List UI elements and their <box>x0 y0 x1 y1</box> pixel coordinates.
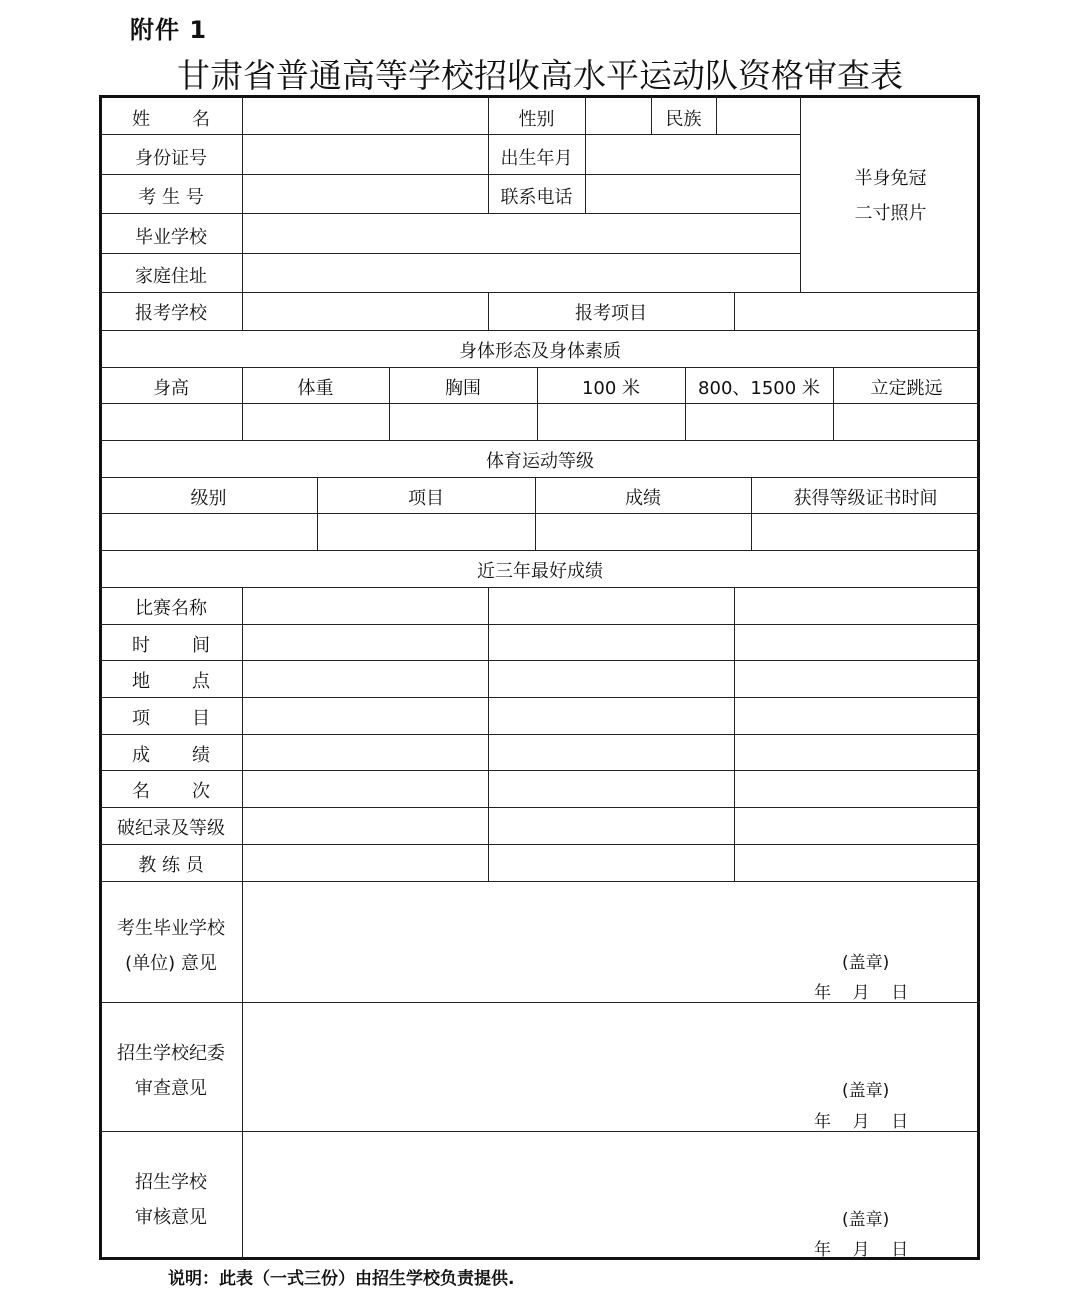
ranking-field[interactable] <box>489 771 734 807</box>
row-label-competition: 比赛名称 <box>135 598 207 619</box>
record-field[interactable] <box>489 808 734 844</box>
divider <box>100 330 980 331</box>
competition-field[interactable] <box>489 588 734 624</box>
label-char: 绩 <box>192 745 210 766</box>
opinion-label-line: 招生学校纪委 <box>117 1043 225 1064</box>
photo-placeholder[interactable] <box>801 160 980 232</box>
col-header-chest: 胸围 <box>445 378 481 399</box>
exam-number-label <box>100 178 242 214</box>
label-char: 成 <box>132 745 150 766</box>
home-address-label: 家庭住址 <box>135 266 207 287</box>
label-char: 号 <box>185 187 204 208</box>
row-label-event <box>100 699 242 735</box>
event-field[interactable] <box>489 698 734 734</box>
col-header-standing-jump: 立定跳远 <box>870 378 943 399</box>
date-label: 年 月 日 <box>814 983 909 1003</box>
divider <box>100 440 980 441</box>
gender-field[interactable] <box>586 97 651 134</box>
result-field[interactable] <box>243 735 488 770</box>
name-label <box>100 100 242 136</box>
row-label-time <box>100 626 242 662</box>
name-field[interactable] <box>243 97 488 134</box>
col-header-height: 身高 <box>153 378 189 399</box>
graduate-school-label: 毕业学校 <box>135 227 207 248</box>
row-label-location <box>100 662 242 698</box>
result-field[interactable] <box>735 735 980 770</box>
certificate-date-field[interactable] <box>752 514 980 550</box>
graduate-school-opinion-label <box>100 910 242 982</box>
col-header-event: 项目 <box>408 488 444 509</box>
col-header-level: 级别 <box>190 488 227 509</box>
label-char: 次 <box>192 781 210 802</box>
best-results-section-title: 近三年最好成绩 <box>477 561 603 582</box>
label-char: 点 <box>192 671 210 692</box>
col-header-800-1500m: 800、1500 米 <box>698 378 820 399</box>
birth-date-label: 出生年月 <box>500 148 573 169</box>
ethnicity-field[interactable] <box>717 97 800 134</box>
birth-date-field[interactable] <box>586 135 800 174</box>
ranking-field[interactable] <box>735 771 980 807</box>
coach-field[interactable] <box>735 845 980 881</box>
gender-label: 性别 <box>518 109 555 130</box>
id-number-label: 身份证号 <box>135 148 207 169</box>
location-field[interactable] <box>489 661 734 697</box>
result-field[interactable] <box>536 514 751 550</box>
apply-event-label: 报考项目 <box>575 303 647 324</box>
time-field[interactable] <box>243 625 488 660</box>
opinion-label-line: 审查意见 <box>135 1078 207 1099</box>
home-address-field[interactable] <box>243 254 800 292</box>
label-char: 间 <box>192 635 210 656</box>
phone-label: 联系电话 <box>500 187 573 208</box>
row-label-coach: 教 练 员 <box>138 855 204 876</box>
event-field[interactable] <box>735 698 980 734</box>
ethnicity-label: 民族 <box>665 109 702 130</box>
competition-field[interactable] <box>243 588 488 624</box>
col-header-100m: 100 米 <box>581 378 641 399</box>
label-char: 地 <box>132 671 150 692</box>
row-label-ranking <box>100 772 242 808</box>
opinion-label-line: 审核意见 <box>135 1207 207 1228</box>
standing-jump-field[interactable] <box>834 404 980 440</box>
seal-label: (盖章) <box>842 1210 890 1230</box>
name-label-char: 姓 <box>132 109 150 130</box>
col-header-certificate-date: 获得等级证书时间 <box>793 488 938 509</box>
divider <box>100 550 980 551</box>
photo-caption: 二寸照片 <box>854 203 927 224</box>
sports-level-section-title: 体育运动等级 <box>486 451 594 472</box>
photo-caption: 半身免冠 <box>854 168 927 189</box>
apply-school-field[interactable] <box>243 293 488 330</box>
coach-field[interactable] <box>243 845 488 881</box>
chest-field[interactable] <box>390 404 537 440</box>
event-field[interactable] <box>318 514 535 550</box>
date-label: 年 月 日 <box>814 1240 909 1260</box>
phone-field[interactable] <box>586 175 800 213</box>
time-field[interactable] <box>489 625 734 660</box>
label-char: 项 <box>132 708 150 729</box>
graduate-school-field[interactable] <box>243 214 800 253</box>
label-char: 名 <box>132 781 150 802</box>
label-char: 生 <box>162 187 180 208</box>
competition-field[interactable] <box>735 588 980 624</box>
100m-field[interactable] <box>538 404 685 440</box>
record-field[interactable] <box>735 808 980 844</box>
form-title: 甘肃省普通高等学校招收高水平运动队资格审查表 <box>177 56 903 95</box>
row-label-result <box>100 736 242 772</box>
weight-field[interactable] <box>243 404 389 440</box>
apply-school-label: 报考学校 <box>135 303 207 324</box>
label-char: 目 <box>192 708 210 729</box>
opinion-label-line: 招生学校 <box>135 1172 207 1193</box>
col-header-weight: 体重 <box>297 378 334 399</box>
apply-event-field[interactable] <box>735 293 980 330</box>
discipline-committee-opinion-label <box>100 1035 242 1107</box>
opinion-label-line: (单位) 意见 <box>125 953 217 974</box>
record-field[interactable] <box>243 808 488 844</box>
label-char: 考 <box>138 187 157 208</box>
physical-section-title: 身体形态及身体素质 <box>459 341 621 362</box>
level-field[interactable] <box>100 514 317 550</box>
event-field[interactable] <box>243 698 488 734</box>
date-label: 年 月 日 <box>814 1112 909 1132</box>
admission-school-opinion-label <box>100 1164 242 1236</box>
seal-label: (盖章) <box>842 1081 890 1101</box>
seal-label: (盖章) <box>842 953 890 973</box>
800-1500m-field[interactable] <box>686 404 833 440</box>
label-char: 时 <box>132 635 150 656</box>
location-field[interactable] <box>735 661 980 697</box>
id-number-field[interactable] <box>243 135 488 174</box>
row-label-record: 破纪录及等级 <box>117 818 225 839</box>
opinion-label-line: 考生毕业学校 <box>117 918 225 939</box>
attachment-label: 附件 1 <box>130 16 208 44</box>
name-label-char: 名 <box>192 109 210 130</box>
time-field[interactable] <box>735 625 980 660</box>
result-field[interactable] <box>489 735 734 770</box>
location-field[interactable] <box>243 661 488 697</box>
ranking-field[interactable] <box>243 771 488 807</box>
coach-field[interactable] <box>489 845 734 881</box>
col-header-result: 成绩 <box>625 488 661 509</box>
footer-note: 说明：此表（一式三份）由招生学校负责提供. <box>168 1269 515 1289</box>
height-field[interactable] <box>100 404 242 440</box>
exam-number-field[interactable] <box>243 175 488 213</box>
